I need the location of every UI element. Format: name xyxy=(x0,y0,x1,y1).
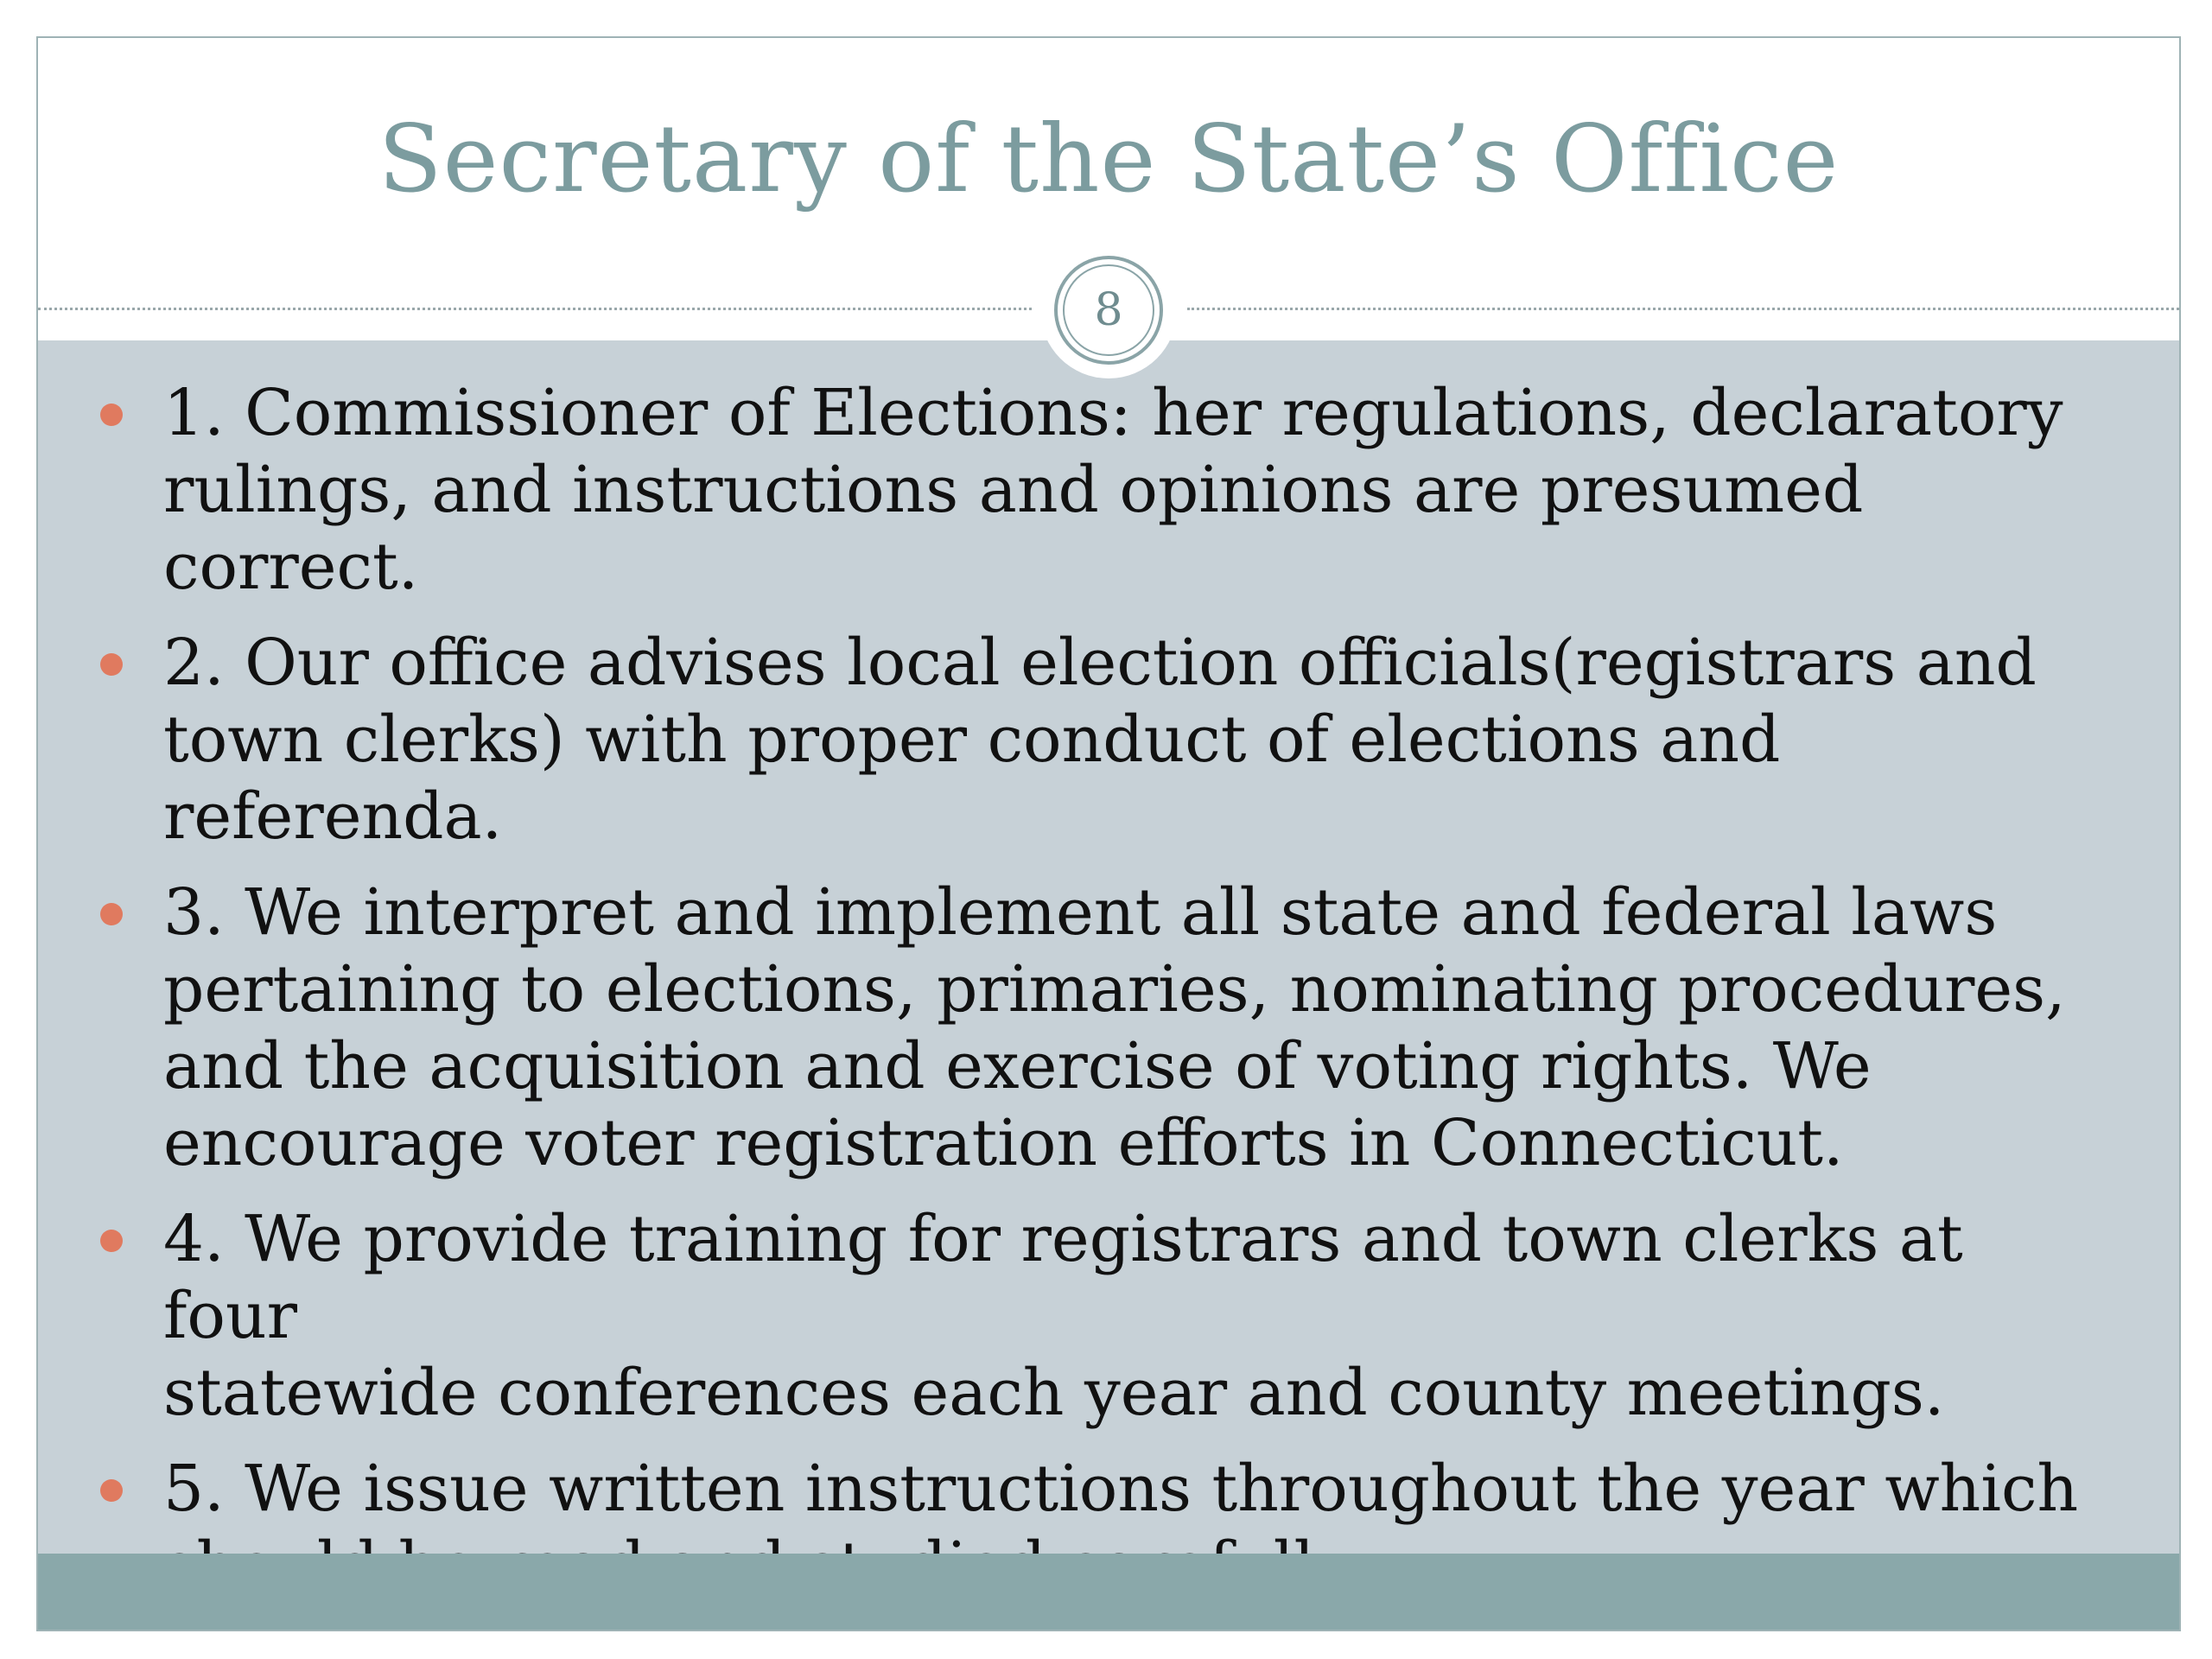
bullet-item xyxy=(38,375,2179,606)
bullet-item xyxy=(38,874,2179,1182)
slide-title: Secretary of the State’s Office xyxy=(378,105,1840,213)
bullet-item xyxy=(38,1201,2179,1432)
bullet-dot-icon xyxy=(100,1479,123,1502)
bullet-dot-icon xyxy=(100,1230,123,1252)
divider-right xyxy=(1187,308,2179,310)
bullet-text: 4. We provide training for registrars and town clerks at four statewide conferences each year and county meetings. xyxy=(163,1202,1963,1430)
page-number-ring xyxy=(1054,256,1163,365)
page-number: 8 xyxy=(1063,264,1154,356)
page-number-badge xyxy=(1040,242,1177,378)
bullet-text: 1. Commissioner of Elections: her regulations, declaratory rulings, and instructions and opinions are presumed correct. xyxy=(163,376,2063,604)
bullet-text: 5. We issue written instructions throughout the year which xyxy=(163,1452,2079,1526)
bullet-list xyxy=(38,375,2179,1624)
bullet-text: 3. We interpret and implement all state and federal laws pertaining to elections, primaries, nominating procedures, and the acquisition and exercise of voting rights. We encourage voter registration efforts in Connecticut. xyxy=(163,875,2066,1180)
bullet-dot-icon xyxy=(100,903,123,925)
bullet-dot-icon xyxy=(100,653,123,676)
footer-band xyxy=(38,1554,2179,1630)
bullet-dot-icon xyxy=(100,404,123,426)
slide xyxy=(36,36,2181,1631)
bullet-text: 2. Our office advises local election officials(registrars and town clerks) with proper conduct of elections and referenda. xyxy=(163,626,2037,854)
bullet-item xyxy=(38,625,2179,855)
divider-left xyxy=(38,308,1032,310)
